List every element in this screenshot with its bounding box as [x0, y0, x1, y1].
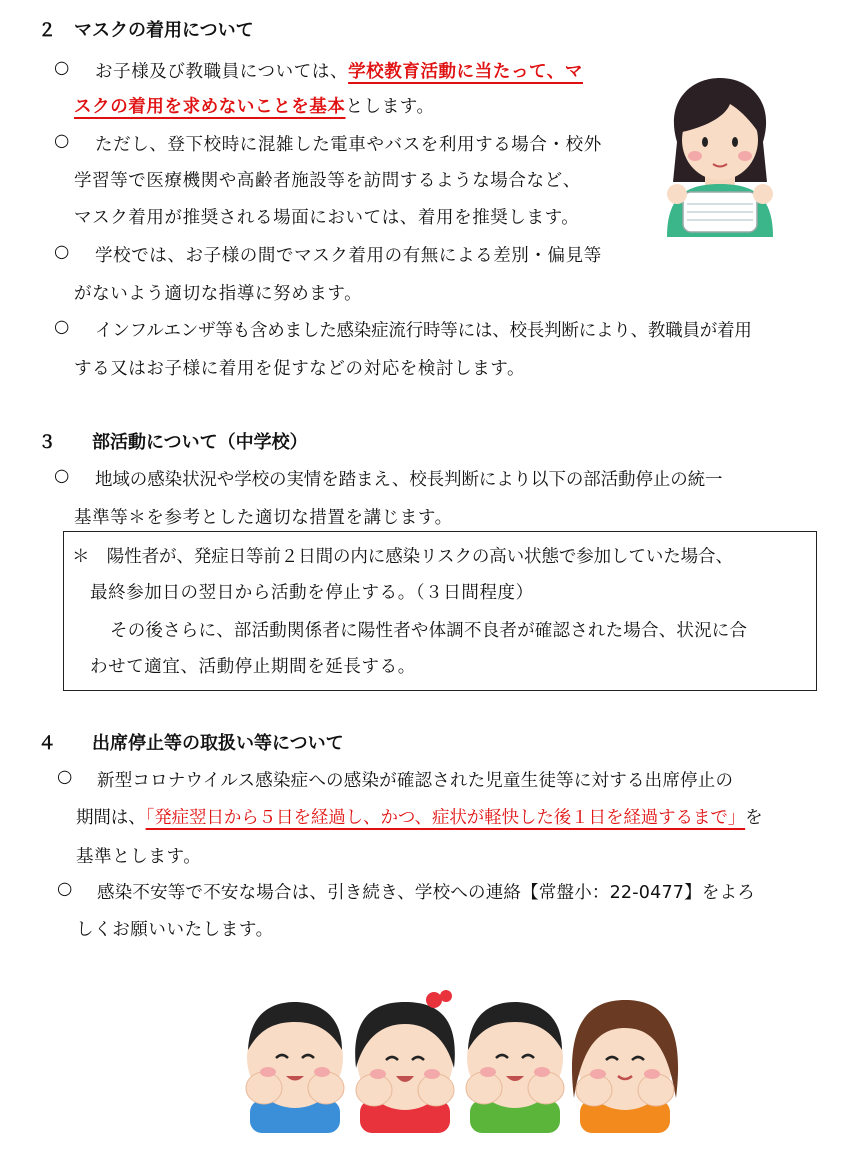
- paragraph-line: 基準等＊を参考とした適切な措置を講じます。: [74, 508, 453, 528]
- paragraph-line: [76, 804, 763, 829]
- highlight-text: 「発症翌日から５日を経過し、かつ、症状が軽快した後１日を経過するまで」: [145, 808, 746, 828]
- highlight-text: 学校教育活動に当たって、マ: [348, 62, 584, 82]
- child-1: [246, 1002, 344, 1133]
- box-line: その後さらに、部活動関係者に陽性者や体調不良者が確認された場合、状況に合: [110, 621, 748, 641]
- bullet: ○: [54, 58, 70, 78]
- text: とします。: [345, 97, 435, 117]
- paragraph-line: 地域の感染状況や学校の実情を踏まえ、校長判断により以下の部活動停止の統一: [95, 470, 723, 490]
- bullet: ○: [57, 879, 73, 899]
- text: お子様及び教職員については、: [95, 62, 349, 82]
- paragraph-line: インフルエンザ等も含めました感染症流行時等には、校長判断により、教職員が着用: [95, 321, 752, 341]
- text: 期間は、: [76, 808, 146, 828]
- text: を: [745, 808, 763, 828]
- bullet: ○: [54, 317, 70, 337]
- box-line: わせて適宜、活動停止期間を延長する。: [90, 657, 416, 677]
- paragraph-line: [95, 58, 583, 83]
- paragraph-line: マスク着用が推奨される場面においては、着用を推奨します。: [74, 208, 580, 228]
- paragraph-line: がないよう適切な指導に努めます。: [74, 284, 363, 304]
- bullet: ○: [54, 242, 70, 262]
- paragraph-line: ただし、登下校時に混雑した電車やバスを利用する場合・校外: [95, 135, 602, 155]
- children-illustration: [238, 988, 698, 1133]
- bullet: ○: [57, 767, 73, 787]
- paragraph-line: しくお願いいたします。: [76, 920, 274, 940]
- mask-girl-illustration: [655, 72, 785, 242]
- box-line: 最終参加日の翌日から活動を停止する。（３日間程度）: [90, 583, 534, 603]
- paragraph-line: 学習等で医療機関や高齢者施設等を訪問するような場合など、: [74, 171, 581, 191]
- highlight-text: スクの着用を求めないことを基本: [74, 97, 346, 117]
- section-2-heading: ２ マスクの着用について: [38, 20, 254, 41]
- section-3-heading: ３ 部活動について（中学校）: [38, 432, 308, 453]
- paragraph-line: 学校では、お子様の間でマスク着用の有無による差別・偏見等: [95, 246, 602, 266]
- bullet: ○: [54, 466, 70, 486]
- paragraph-line: 新型コロナウイルス感染症への感染が確認された児童生徒等に対する出席停止の: [97, 771, 734, 791]
- child-3: [466, 1002, 564, 1133]
- child-2: [355, 990, 455, 1133]
- paragraph-line: 感染不安等で不安な場合は、引き続き、学校への連絡【常盤小：22-0477】をよろ: [97, 883, 755, 903]
- paragraph-line: する又はお子様に着用を促すなどの対応を検討します。: [74, 359, 526, 379]
- section-4-heading: ４ 出席停止等の取扱い等について: [38, 733, 344, 754]
- paragraph-line: [74, 93, 435, 118]
- bullet: ○: [54, 131, 70, 151]
- child-4: [572, 1000, 678, 1133]
- paragraph-line: 基準とします。: [76, 847, 202, 867]
- box-line: ＊ 陽性者が、発症日等前２日間の内に感染リスクの高い状態で参加していた場合、: [72, 547, 733, 567]
